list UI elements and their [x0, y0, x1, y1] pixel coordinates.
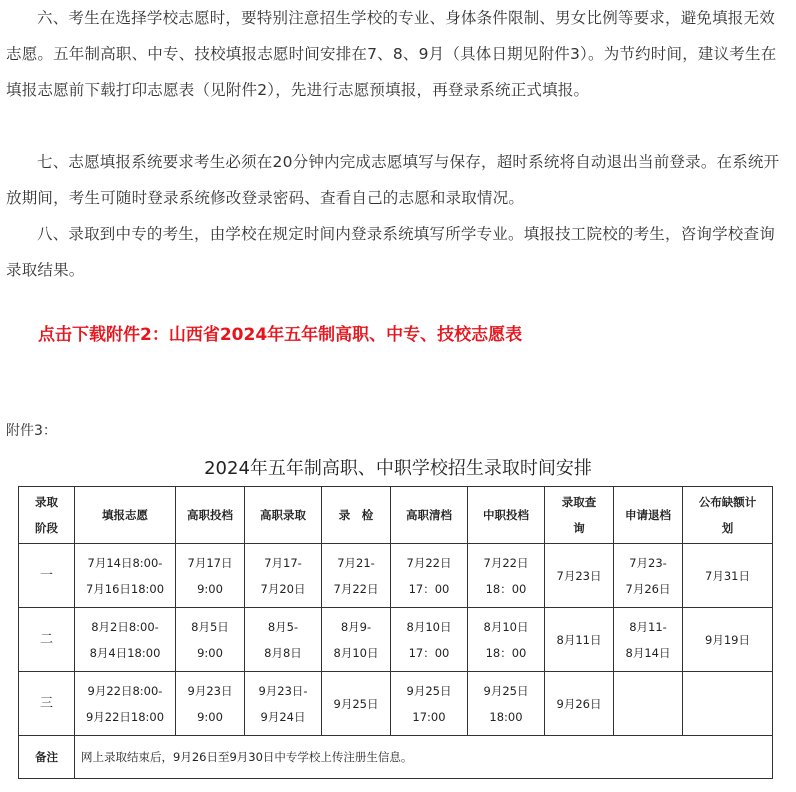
stage-cell: 二	[19, 608, 75, 672]
table-cell: 7月17- 7月20日	[245, 544, 322, 608]
table-cell: 7月21- 7月22日	[322, 544, 391, 608]
table-cell: 8月2日8:00- 8月4日18:00	[75, 608, 176, 672]
header-cell: 高职清档	[391, 487, 468, 544]
header-cell: 录取查 询	[545, 487, 614, 544]
attachment-3-label: 附件3：	[6, 423, 57, 439]
table-cell: 8月11- 8月14日	[614, 608, 683, 672]
table-cell: 9月25日	[322, 672, 391, 736]
table-cell: 9月26日	[545, 672, 614, 736]
table-cell: 7月22日 18：00	[468, 544, 545, 608]
table-cell	[683, 672, 773, 736]
stage-cell: 一	[19, 544, 75, 608]
stage-cell: 三	[19, 672, 75, 736]
table-row	[19, 672, 773, 736]
table-cell: 8月5- 8月8日	[245, 608, 322, 672]
table-row	[19, 608, 773, 672]
header-cell: 申请退档	[614, 487, 683, 544]
table-cell: 8月11日	[545, 608, 614, 672]
table-cell: 9月25日 18:00	[468, 672, 545, 736]
header-cell: 录 检	[322, 487, 391, 544]
note-label: 备注	[19, 736, 75, 779]
table-cell: 9月23日 9:00	[176, 672, 245, 736]
table-cell: 8月10日 17：00	[391, 608, 468, 672]
table-cell: 7月14日8:00- 7月16日18:00	[75, 544, 176, 608]
table-cell: 9月19日	[683, 608, 773, 672]
note-row	[19, 736, 773, 779]
note-text: 网上录取结束后，9月26日至9月30日中专学校上传注册生信息。	[75, 736, 773, 779]
header-cell: 公布缺额计 划	[683, 487, 773, 544]
table-cell: 9月22日8:00- 9月22日18:00	[75, 672, 176, 736]
table-cell: 9月23日- 9月24日	[245, 672, 322, 736]
table-cell	[614, 672, 683, 736]
admission-schedule-table	[18, 486, 773, 779]
table-header-row	[19, 487, 773, 544]
table-cell: 7月23日	[545, 544, 614, 608]
table-cell: 8月10日 18：00	[468, 608, 545, 672]
table-cell: 7月31日	[683, 544, 773, 608]
download-attachment-2-link[interactable]: 点击下载附件2：山西省2024年五年制高职、中专、技校志愿表	[38, 325, 523, 345]
header-cell: 录取 阶段	[19, 487, 75, 544]
header-cell: 中职投档	[468, 487, 545, 544]
header-cell: 高职投档	[176, 487, 245, 544]
table-cell: 7月22日 17：00	[391, 544, 468, 608]
table-title: 2024年五年制高职、中职学校招生录取时间安排	[204, 458, 592, 479]
table-cell: 8月9- 8月10日	[322, 608, 391, 672]
table-cell: 7月23- 7月26日	[614, 544, 683, 608]
paragraph-eight: 八、录取到中专的考生，由学校在规定时间内登录系统填写所学专业。填报技工院校的考生，咨询学校查询录取结果。	[6, 225, 775, 279]
table-row	[19, 544, 773, 608]
header-cell: 填报志愿	[75, 487, 176, 544]
table-cell: 9月25日 17:00	[391, 672, 468, 736]
table-cell: 7月17日 9:00	[176, 544, 245, 608]
paragraph-six: 六、考生在选择学校志愿时，要特别注意招生学校的专业、身体条件限制、男女比例等要求，避免填报无效志愿。五年制高职、中专、技校填报志愿时间安排在7、8、9月（具体日期见附件3）。为节约时间，建议考生在填报志愿前下载打印志愿表（见附件2），先进行志愿预填报，再登录系统正式填报。	[6, 9, 777, 99]
paragraph-seven: 七、志愿填报系统要求考生必须在20分钟内完成志愿填写与保存，超时系统将自动退出当前登录。在系统开放期间，考生可随时登录系统修改登录密码、查看自己的志愿和录取情况。	[6, 153, 780, 207]
header-cell: 高职录取	[245, 487, 322, 544]
table-cell: 8月5日 9:00	[176, 608, 245, 672]
